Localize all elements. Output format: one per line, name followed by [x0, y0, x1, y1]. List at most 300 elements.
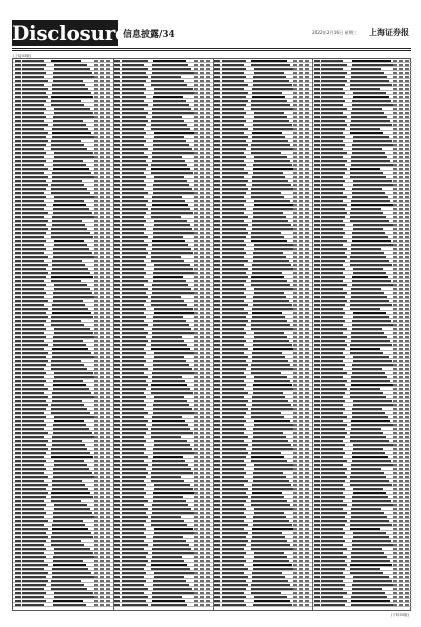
table-cell-text — [305, 340, 309, 342]
table-cell-text — [154, 356, 184, 358]
table-cell-text — [321, 304, 345, 306]
table-cell-text — [399, 348, 403, 350]
table-cell-text — [54, 284, 87, 286]
table-cell-text — [253, 560, 289, 562]
table-cell-text — [114, 152, 120, 154]
table-cell-text — [399, 228, 403, 230]
table-cell-text — [194, 412, 198, 414]
table-cell-text — [399, 296, 403, 298]
table-cell-text — [200, 396, 204, 398]
table-cell-text — [314, 340, 320, 342]
table-cell-text — [122, 560, 148, 562]
table-cell-text — [114, 80, 120, 82]
table-cell-text — [253, 84, 292, 86]
table-cell-text — [253, 164, 292, 166]
table-cell-text — [194, 572, 198, 574]
table-cell-text — [399, 68, 403, 70]
table-cell-text — [214, 284, 220, 286]
table-cell-text — [152, 156, 182, 158]
table-cell-text — [106, 384, 110, 386]
table-cell-text — [299, 592, 303, 594]
table-cell-text — [200, 508, 204, 510]
table-cell-text — [100, 520, 104, 522]
table-cell-text — [122, 480, 144, 482]
table-cell-text — [321, 552, 343, 554]
table-cell-text — [393, 260, 397, 262]
table-cell-text — [405, 196, 409, 198]
table-cell-text — [52, 400, 82, 402]
table-cell-text — [114, 452, 120, 454]
table-cell-text — [94, 520, 98, 522]
table-cell-text — [393, 564, 397, 566]
table-cell-text — [314, 572, 320, 574]
table-cell-text — [293, 448, 297, 450]
table-cell-text — [200, 408, 204, 410]
table-cell-text — [222, 152, 244, 154]
table-cell-text — [399, 544, 403, 546]
table-cell-text — [122, 128, 144, 130]
table-cell-text — [194, 188, 198, 190]
table-cell-text — [152, 284, 188, 286]
table-cell-text — [393, 308, 397, 310]
table-cell-text — [305, 160, 309, 162]
table-cell-text — [100, 412, 104, 414]
table-cell-text — [299, 84, 303, 86]
table-cell-text — [15, 68, 21, 70]
table-cell-text — [22, 268, 46, 270]
table-cell-text — [52, 484, 85, 486]
table-cell-text — [52, 488, 88, 490]
table-cell-text — [321, 464, 343, 466]
table-cell-text — [214, 340, 220, 342]
table-cell-text — [100, 72, 104, 74]
table-cell-text — [252, 308, 294, 310]
table-cell-text — [106, 160, 110, 162]
table-cell-text — [194, 444, 198, 446]
table-cell-text — [305, 168, 309, 170]
table-cell-text — [100, 76, 104, 78]
table-cell-text — [194, 220, 198, 222]
table-cell-text — [22, 444, 46, 446]
table-cell-text — [51, 96, 93, 98]
table-cell-text — [222, 572, 244, 574]
table-cell-text — [222, 468, 244, 470]
table-cell-text — [151, 384, 187, 386]
table-cell-text — [206, 132, 210, 134]
table-cell-text — [22, 428, 44, 430]
table-cell-text — [293, 144, 297, 146]
table-cell-text — [214, 476, 220, 478]
table-cell-text — [214, 436, 220, 438]
table-cell-text — [106, 432, 110, 434]
table-cell-text — [405, 212, 409, 214]
table-cell-text — [321, 500, 343, 502]
table-cell-text — [314, 188, 320, 190]
table-cell-text — [206, 548, 210, 550]
table-cell-text — [15, 456, 21, 458]
table-cell-text — [252, 532, 282, 534]
table-cell-text — [22, 68, 44, 70]
table-cell-text — [222, 372, 244, 374]
table-cell-text — [405, 124, 409, 126]
table-cell-text — [393, 184, 397, 186]
table-cell-text — [351, 204, 393, 206]
table-cell-text — [405, 140, 409, 142]
table-cell-text — [206, 144, 210, 146]
table-cell-text — [393, 552, 397, 554]
table-cell-text — [100, 420, 104, 422]
table-cell-text — [114, 576, 120, 578]
table-cell-text — [206, 576, 210, 578]
table-cell-text — [194, 156, 198, 158]
table-cell-text — [15, 548, 21, 550]
table-cell-text — [314, 496, 320, 498]
table-cell-text — [393, 508, 397, 510]
table-cell-text — [305, 456, 309, 458]
table-cell-text — [253, 384, 292, 386]
table-cell-text — [293, 540, 297, 542]
table-cell-text — [393, 340, 397, 342]
table-cell-text — [52, 264, 85, 266]
table-cell-text — [114, 148, 120, 150]
table-cell-text — [194, 320, 198, 322]
table-cell-text — [393, 524, 397, 526]
table-cell-text — [100, 524, 104, 526]
table-cell-text — [106, 400, 110, 402]
table-cell-text — [114, 296, 120, 298]
table-cell-text — [51, 228, 87, 230]
table-cell-text — [200, 548, 204, 550]
table-cell-text — [399, 584, 403, 586]
table-cell-text — [305, 276, 309, 278]
table-cell-text — [399, 324, 403, 326]
table-cell-text — [299, 96, 303, 98]
table-cell-text — [293, 484, 297, 486]
table-cell-text — [299, 300, 303, 302]
table-cell-text — [152, 112, 194, 114]
table-cell-text — [22, 92, 46, 94]
table-cell-text — [194, 160, 198, 162]
table-cell-text — [305, 228, 309, 230]
table-cell-text — [351, 424, 393, 426]
table-cell-text — [214, 184, 220, 186]
table-cell-text — [114, 520, 120, 522]
table-cell-text — [222, 364, 248, 366]
table-cell-text — [293, 536, 297, 538]
table-cell-text — [94, 336, 98, 338]
table-cell-text — [405, 596, 409, 598]
table-cell-text — [122, 200, 148, 202]
table-cell-text — [114, 388, 120, 390]
table-cell-text — [314, 456, 320, 458]
table-cell-text — [151, 212, 193, 214]
table-cell-text — [15, 348, 21, 350]
table-cell-text — [206, 240, 210, 242]
table-cell-text — [253, 568, 295, 570]
table-cell-text — [214, 416, 220, 418]
table-cell-text — [200, 348, 204, 350]
table-cell-text — [114, 440, 120, 442]
table-cell-text — [194, 480, 198, 482]
table-cell-text — [15, 404, 21, 406]
table-cell-text — [214, 572, 220, 574]
table-cell-text — [194, 524, 198, 526]
table-cell-text — [114, 108, 120, 110]
table-cell-text — [106, 96, 110, 98]
table-cell-text — [122, 204, 146, 206]
table-cell-text — [305, 68, 309, 70]
table-cell-text — [214, 392, 220, 394]
table-cell-text — [114, 176, 120, 178]
table-cell-text — [194, 504, 198, 506]
table-cell-text — [51, 60, 81, 62]
table-cell-text — [114, 208, 120, 210]
table-cell-text — [314, 544, 320, 546]
table-cell-text — [350, 524, 392, 526]
table-cell-text — [252, 264, 291, 266]
table-cell-text — [293, 520, 297, 522]
table-cell-text — [194, 280, 198, 282]
table-cell-text — [100, 456, 104, 458]
table-cell-text — [254, 464, 293, 466]
table-cell-text — [114, 480, 120, 482]
table-cell-text — [314, 276, 320, 278]
table-cell-text — [299, 336, 303, 338]
table-cell-text — [305, 256, 309, 258]
table-cell-text — [321, 496, 345, 498]
table-cell-text — [100, 272, 104, 274]
table-cell-text — [293, 192, 297, 194]
table-cell-text — [351, 420, 390, 422]
table-cell-text — [314, 436, 320, 438]
table-cell-text — [405, 552, 409, 554]
table-cell-text — [94, 196, 98, 198]
table-cell-text — [53, 380, 83, 382]
table-cell-text — [305, 568, 309, 570]
table-cell-text — [154, 440, 187, 442]
table-cell-text — [114, 160, 120, 162]
table-cell-text — [200, 212, 204, 214]
table-cell-text — [15, 520, 21, 522]
table-cell-text — [114, 572, 120, 574]
table-cell-text — [15, 416, 21, 418]
table-cell-text — [321, 112, 343, 114]
table-cell-text — [200, 168, 204, 170]
table-cell-text — [22, 508, 44, 510]
table-cell-text — [399, 440, 403, 442]
table-cell-text — [51, 144, 84, 146]
table-cell-text — [351, 292, 384, 294]
table-cell-text — [154, 352, 196, 354]
table-cell-text — [100, 100, 104, 102]
table-cell-text — [299, 216, 303, 218]
table-cell-text — [52, 352, 91, 354]
table-cell-text — [222, 604, 246, 606]
table-cell-text — [305, 560, 309, 562]
table-cell-text — [314, 176, 320, 178]
table-cell-text — [314, 300, 320, 302]
table-cell-text — [100, 460, 104, 462]
table-cell-text — [53, 472, 92, 474]
table-cell-text — [299, 552, 303, 554]
table-cell-text — [106, 196, 110, 198]
table-cell-text — [114, 180, 120, 182]
table-cell-text — [293, 412, 297, 414]
table-cell-text — [314, 260, 320, 262]
table-cell-text — [293, 92, 297, 94]
table-cell-text — [53, 336, 95, 338]
table-cell-text — [393, 212, 397, 214]
table-cell-text — [293, 184, 297, 186]
table-cell-text — [106, 532, 110, 534]
table-cell-text — [251, 460, 287, 462]
table-cell-text — [200, 124, 204, 126]
table-cell-text — [154, 180, 187, 182]
table-cell-text — [122, 320, 144, 322]
table-cell-text — [293, 548, 297, 550]
table-cell-text — [22, 540, 46, 542]
table-cell-text — [214, 148, 220, 150]
table-cell-text — [254, 332, 284, 334]
table-cell-text — [94, 80, 98, 82]
table-cell-text — [299, 584, 303, 586]
table-cell-text — [22, 584, 46, 586]
table-cell-text — [206, 156, 210, 158]
table-cell-text — [200, 328, 204, 330]
table-cell-text — [114, 512, 120, 514]
table-cell-text — [53, 256, 95, 258]
table-cell-text — [321, 424, 347, 426]
table-cell-text — [314, 248, 320, 250]
table-cell-text — [399, 384, 403, 386]
table-cell-text — [222, 332, 246, 334]
table-cell-text — [299, 596, 303, 598]
table-cell-text — [305, 416, 309, 418]
table-cell-text — [314, 460, 320, 462]
table-cell-text — [151, 516, 181, 518]
table-cell-text — [299, 540, 303, 542]
table-cell-text — [106, 516, 110, 518]
table-cell-text — [200, 556, 204, 558]
table-cell-text — [200, 84, 204, 86]
table-cell-text — [100, 512, 104, 514]
table-cell-text — [214, 400, 220, 402]
table-cell-text — [206, 128, 210, 130]
table-cell-text — [200, 188, 204, 190]
table-cell-text — [314, 332, 320, 334]
table-cell-text — [114, 280, 120, 282]
table-cell-text — [399, 304, 403, 306]
table-cell-text — [15, 92, 21, 94]
table-cell-text — [393, 528, 397, 530]
table-cell-text — [200, 184, 204, 186]
table-cell-text — [200, 236, 204, 238]
table-cell-text — [114, 544, 120, 546]
table-cell-text — [305, 512, 309, 514]
table-cell-text — [214, 568, 220, 570]
table-cell-text — [293, 316, 297, 318]
table-cell-text — [222, 524, 248, 526]
table-cell-text — [122, 436, 144, 438]
table-cell-text — [106, 272, 110, 274]
table-cell-text — [194, 476, 198, 478]
table-cell-text — [194, 448, 198, 450]
table-cell-text — [293, 600, 297, 602]
table-cell-text — [350, 520, 389, 522]
table-cell-text — [252, 268, 294, 270]
table-cell-text — [314, 604, 320, 606]
table-cell-text — [305, 212, 309, 214]
table-cell-text — [122, 412, 148, 414]
table-cell-text — [200, 244, 204, 246]
table-cell-text — [114, 288, 120, 290]
table-cell-text — [22, 196, 46, 198]
table-cell-text — [94, 200, 98, 202]
table-cell-text — [321, 508, 343, 510]
table-cell-text — [352, 368, 382, 370]
table-cell-text — [15, 544, 21, 546]
table-cell-text — [94, 572, 98, 574]
table-cell-text — [200, 336, 204, 338]
table-cell-text — [405, 260, 409, 262]
table-cell-text — [106, 552, 110, 554]
table-cell-text — [122, 380, 146, 382]
table-cell-text — [15, 124, 21, 126]
table-cell-text — [314, 148, 320, 150]
table-cell-text — [106, 344, 110, 346]
table-cell-text — [399, 392, 403, 394]
table-cell-text — [151, 76, 181, 78]
table-cell-text — [122, 132, 146, 134]
table-cell-text — [194, 500, 198, 502]
table-cell-text — [405, 516, 409, 518]
table-cell-text — [194, 116, 198, 118]
table-cell-text — [350, 572, 383, 574]
table-cell-text — [200, 492, 204, 494]
table-cell-text — [222, 460, 244, 462]
table-cell-text — [214, 72, 220, 74]
table-cell-text — [305, 280, 309, 282]
table-cell-text — [206, 268, 210, 270]
table-cell-text — [314, 348, 320, 350]
table-cell-text — [100, 268, 104, 270]
table-cell-text — [399, 376, 403, 378]
table-cell-text — [94, 560, 98, 562]
table-cell-text — [305, 220, 309, 222]
table-cell-text — [305, 480, 309, 482]
table-cell-text — [206, 252, 210, 254]
table-cell-text — [114, 240, 120, 242]
table-cell-text — [100, 376, 104, 378]
table-cell-text — [305, 92, 309, 94]
table-cell-text — [94, 148, 98, 150]
table-cell-text — [106, 604, 110, 606]
table-cell-text — [299, 116, 303, 118]
table-cell-text — [352, 500, 391, 502]
table-cell-text — [293, 344, 297, 346]
table-cell-text — [252, 136, 285, 138]
table-cell-text — [94, 132, 98, 134]
table-cell-text — [253, 564, 292, 566]
table-cell-text — [200, 344, 204, 346]
table-cell-text — [399, 92, 403, 94]
table-cell-text — [15, 324, 21, 326]
table-cell-text — [293, 516, 297, 518]
table-cell-text — [194, 392, 198, 394]
table-cell-text — [106, 212, 110, 214]
table-cell-text — [399, 268, 403, 270]
table-cell-text — [114, 532, 120, 534]
